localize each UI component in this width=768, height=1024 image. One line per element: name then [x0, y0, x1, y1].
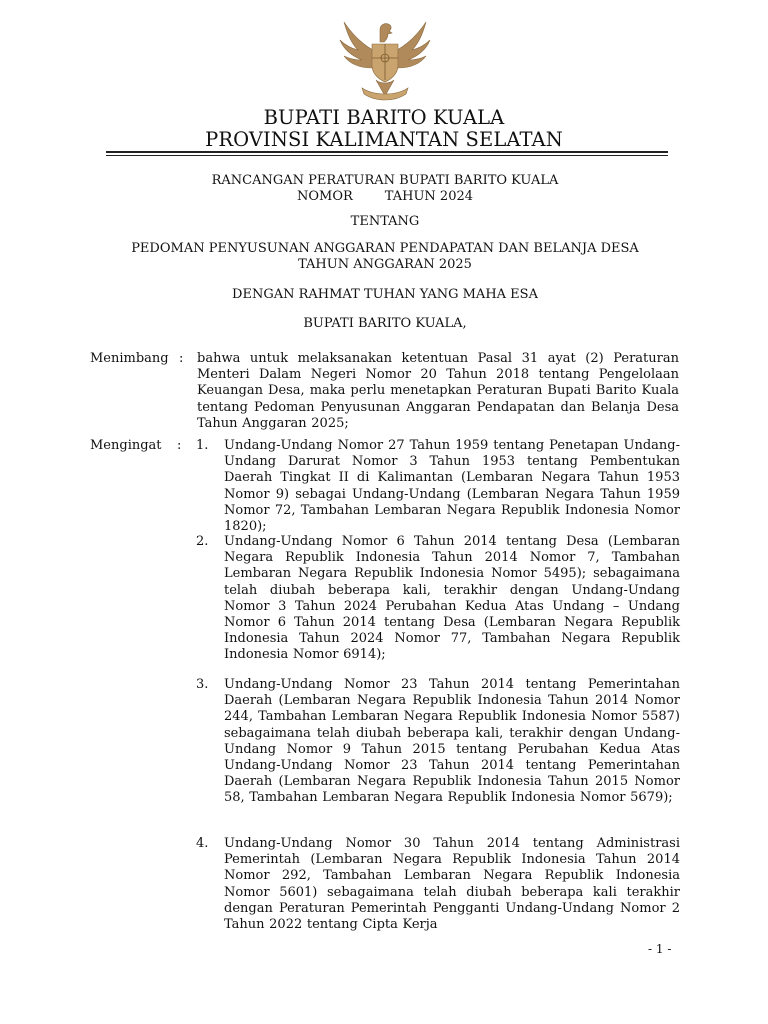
menimbang-label: Menimbang: [90, 351, 169, 366]
mengingat-item: Undang-Undang Nomor 30 Tahun 2014 tentang Administrasi Pemerintah (Lembaran Negara Republik Indonesia Tahun 2014 Nomor 292, Tambahan Lembaran Negara Republik Indonesia Nomor 5601) sebagaimana telah diubah beberapa kali terakhir dengan Peraturan Pemerintah Pengganti Undang-Undang Nomor 2 Tahun 2022 tentang Cipta Kerja: [224, 836, 680, 933]
header-divider-thick: [106, 151, 668, 153]
menimbang-text: bahwa untuk melaksanakan ketentuan Pasal 31 ayat (2) Peraturan Menteri Dalam Negeri Nomor 20 Tahun 2018 tentang Pengelolaan Keuangan Desa, maka perlu menetapkan Peraturan Bupati Barito Kuala tentang Pedoman Penyusunan Anggaran Pendapatan dan Belanja Desa Tahun Anggaran 2025;: [197, 351, 679, 431]
subject-line-1: PEDOMAN PENYUSUNAN ANGGARAN PENDAPATAN DAN BELANJA DESA: [131, 241, 639, 256]
regulation-number: [90, 189, 680, 205]
bupati-line: BUPATI BARITO KUALA,: [303, 316, 467, 331]
header-title: BUPATI BARITO KUALA: [263, 106, 505, 129]
mengingat-label: Mengingat: [90, 438, 162, 453]
mengingat-colon: :: [177, 438, 182, 453]
mengingat-item-number: 4.: [196, 836, 209, 851]
garuda-emblem-icon: [334, 14, 436, 106]
tahun-label: TAHUN 2024: [384, 189, 474, 204]
subject-line-2: TAHUN ANGGARAN 2025: [298, 257, 472, 272]
mengingat-item-number: 3.: [196, 677, 209, 692]
mengingat-item: Undang-Undang Nomor 23 Tahun 2014 tentang Pemerintahan Daerah (Lembaran Negara Republik Indonesia Tahun 2014 Nomor 244, Tambahan Lembaran Negara Republik Indonesia Nomor 5587) sebagaimana telah diubah beberapa kali, terakhir dengan Undang-Undang Nomor 9 Tahun 2015 tentang Perubahan Kedua Atas Undang-Undang Nomor 23 Tahun 2014 tentang Pemerintahan Daerah (Lembaran Negara Republik Indonesia Tahun 2015 Nomor 58, Tambahan Lembaran Negara Republik Indonesia Nomor 5679);: [224, 677, 680, 806]
menimbang-colon: :: [179, 351, 184, 366]
mengingat-item-number: 1.: [196, 438, 209, 453]
rahmat-line: DENGAN RAHMAT TUHAN YANG MAHA ESA: [232, 287, 538, 302]
nomor-label: NOMOR: [296, 189, 353, 204]
header-province: PROVINSI KALIMANTAN SELATAN: [205, 128, 563, 151]
mengingat-item: Undang-Undang Nomor 6 Tahun 2014 tentang Desa (Lembaran Negara Republik Indonesia Tahun 2014 Nomor 7, Tambahan Lembaran Negara Republik Indonesia Nomor 5495); sebagaimana telah diubah beberapa kali, terakhir dengan Undang-Undang Nomor 3 Tahun 2024 Perubahan Kedua Atas Undang – Undang Nomor 6 Tahun 2014 tentang Desa (Lembaran Negara Republik Indonesia Tahun 2024 Nomor 77, Tambahan Negara Republik Indonesia Nomor 6914);: [224, 534, 680, 663]
header-divider-thin: [106, 155, 668, 156]
page-number: - 1 -: [648, 942, 672, 956]
mengingat-item-number: 2.: [196, 534, 209, 549]
regulation-title: RANCANGAN PERATURAN BUPATI BARITO KUALA: [211, 173, 559, 188]
mengingat-item: Undang-Undang Nomor 27 Tahun 1959 tentang Penetapan Undang-Undang Darurat Nomor 3 Tahun 1953 tentang Pembentukan Daerah Tingkat II di Kalimantan (Lembaran Negara Tahun 1953 Nomor 9) sebagai Undang-Undang (Lembaran Negara Tahun 1959 Nomor 72, Tambahan Lembaran Negara Republik Indonesia Nomor 1820);: [224, 438, 680, 535]
tentang-heading: TENTANG: [350, 214, 420, 229]
